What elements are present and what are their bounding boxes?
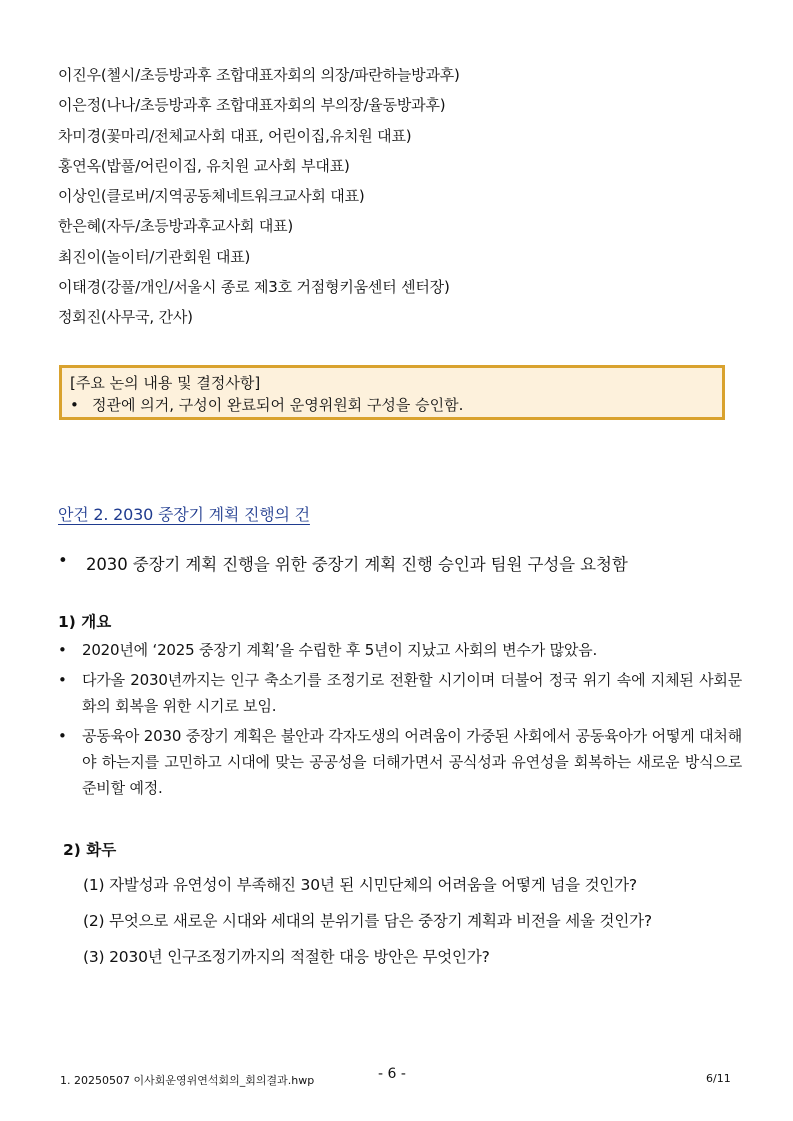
topics-heading: 2) 화두	[63, 841, 117, 859]
bullet-marker: •	[58, 551, 68, 570]
agenda-title: 안건 2. 2030 중장기 계획 진행의 건	[58, 505, 310, 524]
attendee-list	[58, 61, 460, 334]
decision-text: 정관에 의거, 구성이 완료되어 운영위원회 구성을 승인함.	[92, 396, 464, 414]
decision-heading: [주요 논의 내용 및 결정사항]	[70, 374, 261, 392]
topics-list	[83, 870, 652, 978]
topic-item: (3) 2030년 인구조정기까지의 적절한 대응 방안은 무엇인가?	[83, 948, 490, 966]
overview-list	[58, 637, 742, 805]
attendee-item: 한은혜(자두/초등방과후교사회 대표)	[58, 217, 294, 236]
attendee-item: 정회진(사무국, 간사)	[58, 308, 193, 327]
attendee-item: 이상인(클로버/지역공동체네트워크교사회 대표)	[58, 187, 365, 206]
list-item-text: 공동육아 2030 중장기 계획은 불안과 각자도생의 어려움이 가중된 사회에서 공동육아가 어떻게 대처해야 하는지를 고민하고 시대에 맞는 공공성을 더해가면서 공식성과 유연성을 회복하는 새로운 방식으로 준비할 예정.	[82, 727, 742, 797]
attendee-item: 차미경(꽃마리/전체교사회 대표, 어린이집,유치원 대표)	[58, 126, 412, 145]
page-number: - 6 -	[378, 1066, 406, 1082]
attendee-item: 이진우(첼시/초등방과후 조합대표자회의 의장/파란하늘방과후)	[58, 66, 460, 84]
topic-item: (2) 무엇으로 새로운 시대와 세대의 분위기를 담은 중장기 계획과 비전을 세울 것인가?	[83, 912, 652, 930]
bullet-marker: •	[70, 396, 79, 414]
agenda-request	[58, 551, 628, 575]
attendee-item: 홍연옥(밥풀/어린이집, 유치원 교사회 부대표)	[58, 156, 350, 175]
list-item	[58, 637, 742, 663]
attendee-item: 최진이(놀이터/기관회원 대표)	[58, 247, 251, 266]
attendee-item: 이은정(나나/초등방과후 조합대표자회의 부의장/율동방과후)	[58, 96, 446, 115]
list-item-text: 2020년에 ‘2025 중장기 계획’을 수립한 후 5년이 지났고 사회의 변수가 많았음.	[82, 641, 598, 659]
bullet-marker: •	[58, 727, 67, 745]
bullet-marker: •	[58, 671, 67, 689]
list-item	[58, 667, 742, 719]
decision-item	[70, 394, 714, 416]
overview-heading: 1) 개요	[58, 613, 112, 631]
list-item	[58, 723, 742, 801]
bullet-marker: •	[58, 641, 67, 659]
agenda-request-text: 2030 중장기 계획 진행을 위한 중장기 계획 진행 승인과 팀원 구성을 요청함	[86, 555, 628, 574]
footer-filename: 1. 20250507 이사회운영위연석회의_회의결과.hwp	[60, 1074, 315, 1087]
decision-box	[59, 365, 725, 420]
topic-item: (1) 자발성과 유연성이 부족해진 30년 된 시민단체의 어려움을 어떻게 넘을 것인가?	[83, 876, 637, 894]
page-count: 6/11	[706, 1072, 731, 1085]
attendee-item: 이태경(강풀/개인/서울시 종로 제3호 거점형키움센터 센터장)	[58, 278, 450, 297]
list-item-text: 다가올 2030년까지는 인구 축소기를 조정기로 전환할 시기이며 더불어 정국 위기 속에 지체된 사회문화의 회복을 위한 시기로 보임.	[82, 671, 742, 715]
